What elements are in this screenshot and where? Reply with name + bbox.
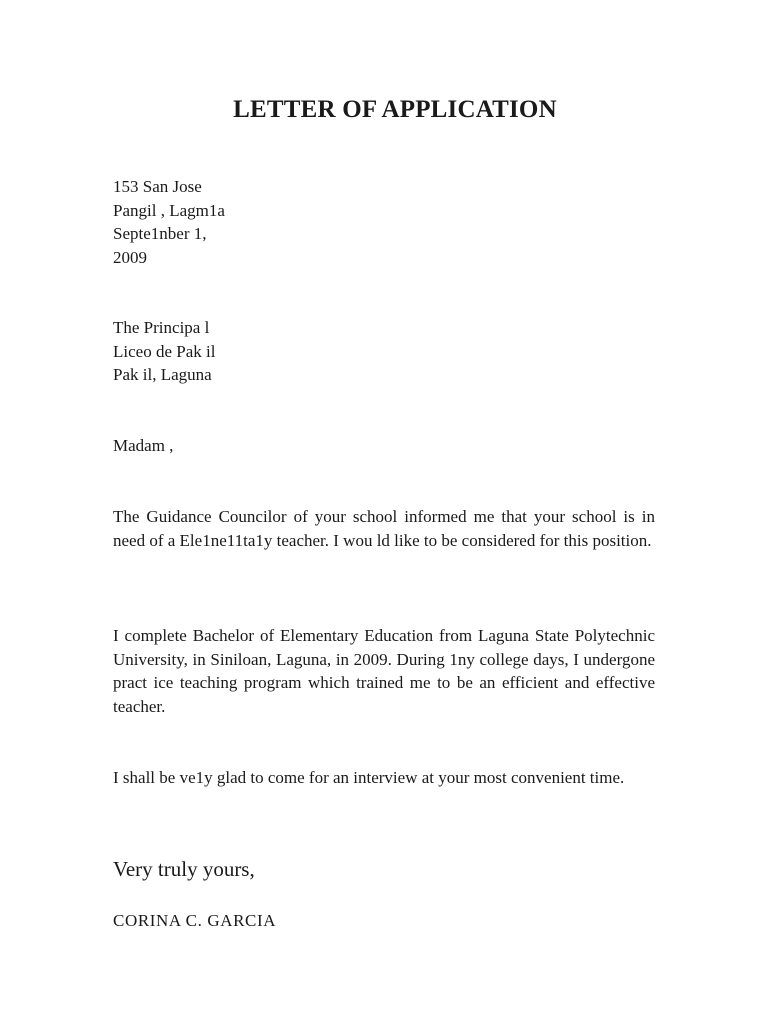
body-paragraph-3: I shall be ve1y glad to come for an interview at your most convenient time. [113, 768, 625, 787]
date-year-line: 2009 [113, 247, 147, 267]
date-line: Septe1nber 1, [113, 224, 207, 243]
recipient-line: Liceo de Pak il [113, 341, 216, 361]
signature-name: CORINA C. GARCIA [113, 911, 277, 930]
recipient-line: The Principa l [113, 318, 210, 337]
recipient-line: Pak il, Laguna [113, 365, 212, 384]
address-line: Pangil , Lagm1a [113, 200, 225, 220]
salutation: Madam , [113, 436, 174, 455]
closing: Very truly yours, [113, 857, 255, 881]
body-paragraph-2: I complete Bachelor of Elementary Education from Laguna State Polytechnic University, in Siniloan, Laguna, in 2009. During 1ny college days, I undergone pract ice teaching program which trained me to be an efficient and effective teacher. [113, 626, 655, 716]
address-line: 153 San Jose [113, 177, 202, 196]
body-paragraph-1: The Guidance Councilor of your school informed me that your school is in need of a Ele1ne11ta1y teacher. I wou ld like to be considered for this position. [113, 507, 655, 550]
letter-title: LETTER OF APPLICATION [233, 96, 557, 123]
recipient-address [113, 316, 215, 387]
sender-address [113, 175, 225, 269]
